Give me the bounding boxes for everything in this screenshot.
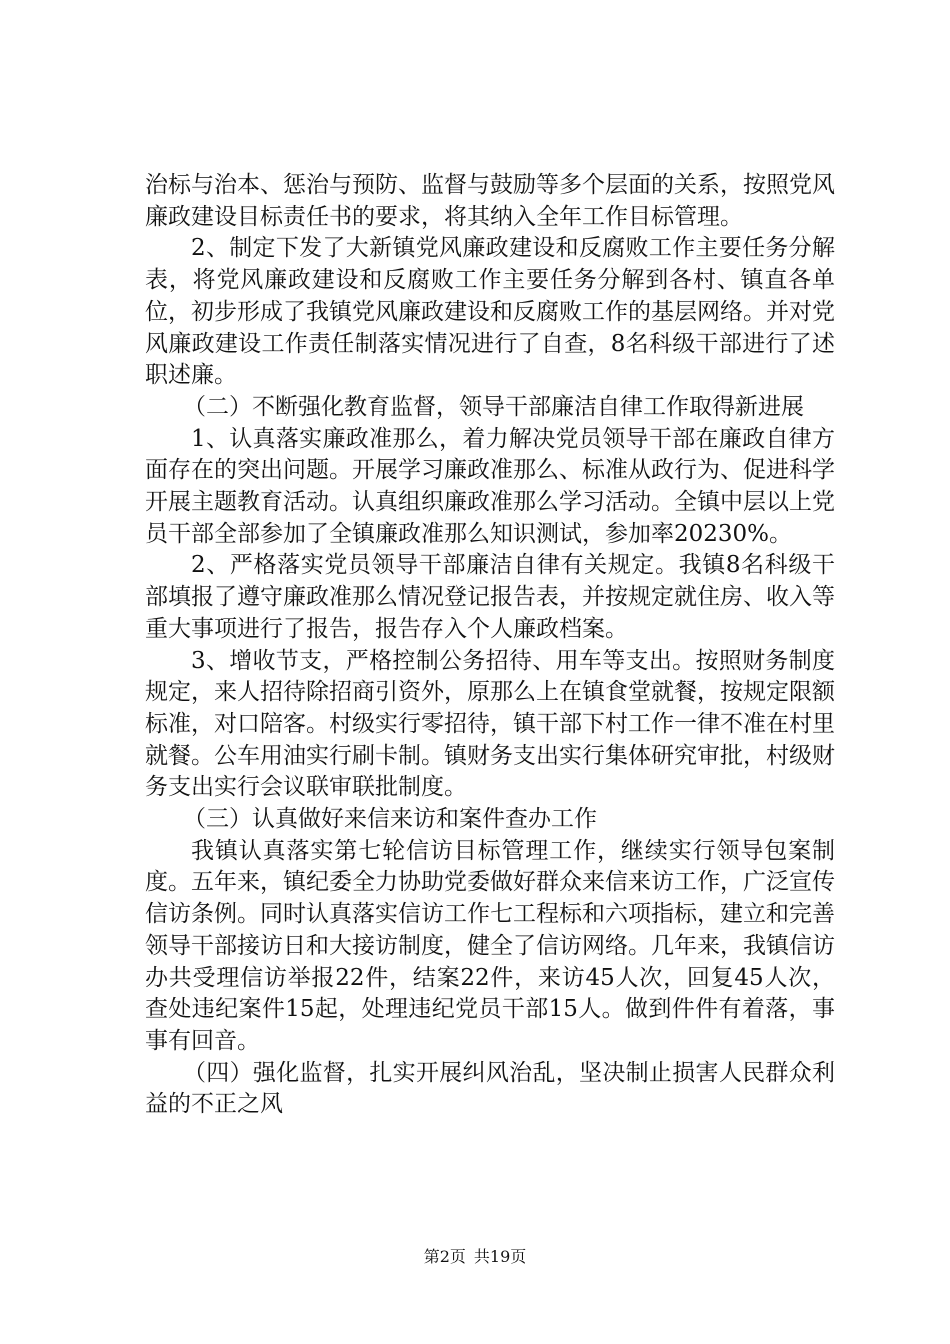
paragraph-item-2-self-discipline: 2、严格落实党员领导干部廉洁自律有关规定。我镇8名科级干部填报了遵守廉政准那么情况登记报告表，并按规定就住房、收入等重大事项进行了报告，报告存入个人廉政档案。 [145,552,835,642]
paragraph-item-2-responsibility: 2、制定下发了大新镇党风廉政建设和反腐败工作主要任务分解表，将党风廉政建设和反腐败工作主要任务分解到各村、镇直各单位，初步形成了我镇党风廉政建设和反腐败工作的基层网络。并对党风廉政建设工作责任制落实情况进行了自查，8名科级干部进行了述职述廉。 [145,235,835,389]
paragraph-continuation: 治标与治本、惩治与预防、监督与鼓励等多个层面的关系，按照党风廉政建设目标责任书的要求，将其纳入全年工作目标管理。 [145,172,835,230]
section-heading-4: （四）强化监督，扎实开展纠风治乱，坚决制止损害人民群众利益的不正之风 [145,1059,835,1118]
page-footer [0,1244,950,1267]
document-body [145,170,835,1121]
paragraph-item-3-expenses: 3、增收节支，严格控制公务招待、用车等支出。按照财务制度规定，来人招待除招商引资外，原那么上在镇食堂就餐，按规定限额标准，对口陪客。村级实行零招待，镇干部下村工作一律不准在村里就餐。公车用油实行刷卡制。镇财务支出实行集体研究审批，村级财务支出实行会议联审联批制度。 [145,647,835,801]
section-heading-2: （二）不断强化教育监督，领导干部廉洁自律工作取得新进展 [183,393,804,420]
paragraph-item-1-integrity: 1、认真落实廉政准那么，着力解决党员领导干部在廉政自律方面存在的突出问题。开展学习廉政准那么、标准从政行为、促进科学开展主题教育活动。认真组织廉政准那么学习活动。全镇中层以上党员干部全部参加了全镇廉政准那么知识测试，参加率20230%。 [145,425,835,547]
page-number-current: 第2页 [423,1247,466,1266]
page-number-total: 共19页 [473,1247,527,1266]
section-heading-3: （三）认真做好来信来访和案件查办工作 [183,806,597,833]
paragraph-petitions: 我镇认真落实第七轮信访目标管理工作，继续实行领导包案制度。五年来，镇纪委全力协助党委做好群众来信来访工作，广泛宣传信访条例。同时认真落实信访工作七工程标和六项指标，建立和完善领导干部接访日和大接访制度，健全了信访网络。几年来，我镇信访办共受理信访举报22件，结案22件，来访45人次，回复45人次，查处违纪案件15起，处理违纪党员干部15人。做到件件有着落，事事有回音。 [145,837,835,1054]
